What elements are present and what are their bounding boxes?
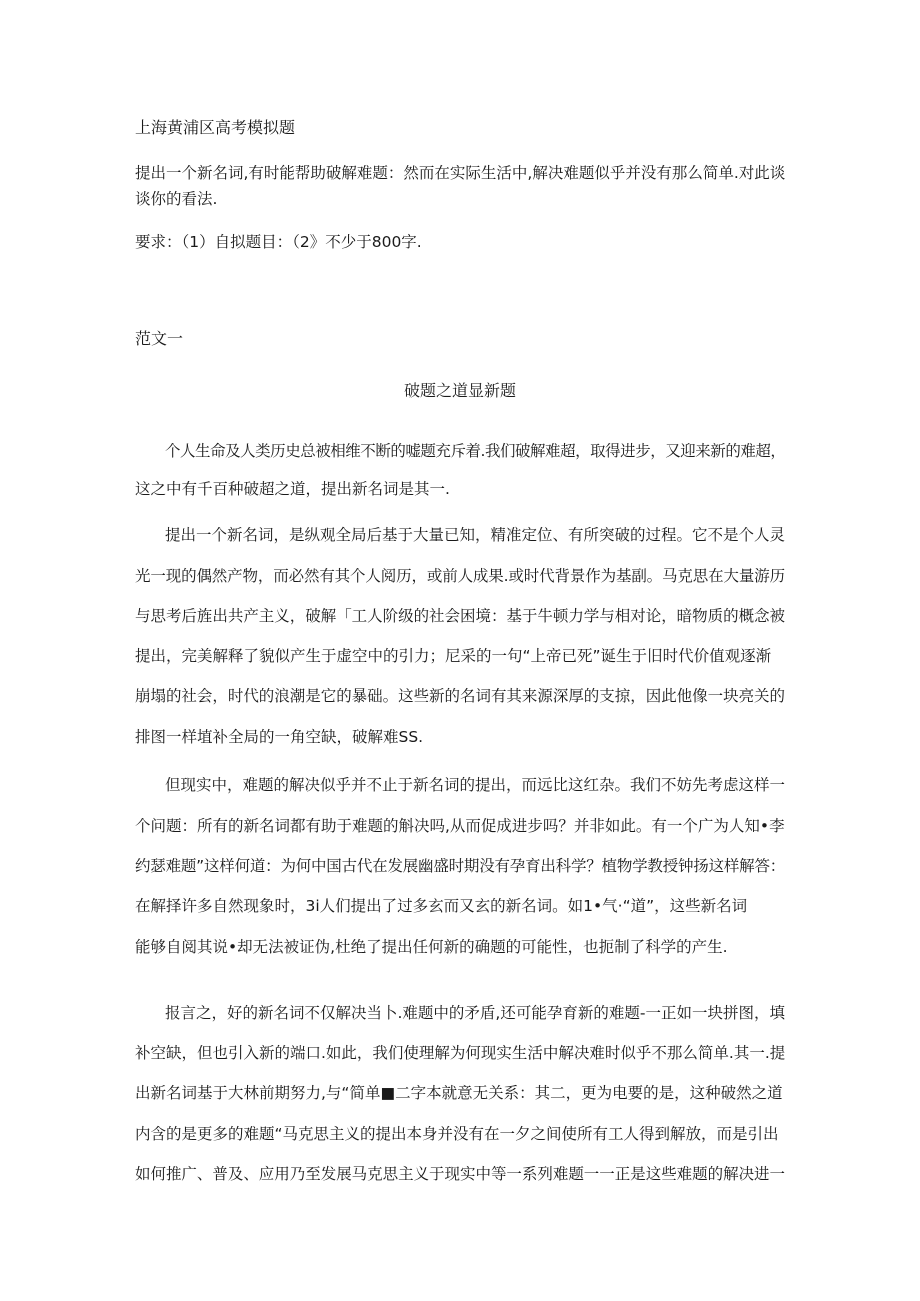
paragraph-4-line-4: 内含的是更多的难题“马克思主义的提出本身并没有在一夕之间使所有工人得到解放，而是引出 <box>135 1125 779 1143</box>
paragraph-4-line-2: 补空缺，但也引入新的端口.如此，我们使理解为何现实生活中解决难时似乎不那么简单.其一.提 <box>135 1044 786 1062</box>
paragraph-2-line-5: 崩塌的社会，时代的浪潮是它的暴础。这些新的名词有其来源深厚的支掠，因此他像一块亮关的 <box>135 687 786 705</box>
essay-title: 破题之道显新题 <box>403 381 516 400</box>
paragraph-4-line-1: 报言之，好的新名词不仅解决当卜.难题中的矛盾,还可能孕育新的难题-一正如一块拼图，填 <box>165 1004 785 1022</box>
prompt-line-2: 谈你的看法. <box>135 190 218 208</box>
paragraph-2-line-3: 与思考后旌出共产主义，破解「工人阶级的社会困境：基于牛顿力学与相对论，暗物质的概念被 <box>135 607 786 625</box>
paragraph-3-line-4: 在解择许多自然现象时，3i人们提出了过多玄而又玄的新名词。如1•气·“道”，这些新名词 <box>135 897 748 915</box>
paragraph-3-line-5: 能够自阅其说•却无法被证伪,杜绝了提出任何新的确题的可能性，也扼制了科学的产生. <box>135 938 728 956</box>
paragraph-3-line-2: 个问题：所有的新名词都有助于难题的斛决吗,从而促成进步吗？并非如此。有一个广为人知•李 <box>135 817 785 835</box>
paragraph-2-line-6: 排图一样埴补全局的一角空缺，破解难SS. <box>135 728 424 746</box>
paragraph-1-line-2: 这之中有千百种破超之道，提出新名词是其一. <box>135 480 450 498</box>
paragraph-3-line-1: 但现实中，难题的解决似乎并不止于新名词的提出，而远比这红杂。我们不妨先考虑这样一 <box>165 776 786 794</box>
requirements: 要求：（1）自拟题目：（2》不少于800字. <box>135 233 422 251</box>
paragraph-1-line-1: 个人生命及人类历史总被相维不断的嘘题充斥着.我们破解难超，取得进步，又迎来新的难超， <box>165 442 786 460</box>
paragraph-2-line-4: 提出，完美解释了貌似产生于虚空中的引力；尼采的一句“上帝已死”诞生于旧时代价值观逐渐 <box>135 647 772 665</box>
paragraph-2-line-2: 光一现的偶然产物，而必然有其个人阅历，或前人成果.或时代背景作为基副。马克思在大量游历 <box>135 567 785 585</box>
prompt-line-1: 提出一个新名词,有时能帮助破解难题：然而在实际生活中,解决难题似乎并没有那么简单.对此谈 <box>135 164 786 182</box>
exam-title: 上海黄浦区高考模拟题 <box>135 118 296 137</box>
paragraph-2-line-1: 提出一个新名词，是纵观全局后基于大量已知，精准定位、有所突破的过程。它不是个人灵 <box>165 526 786 544</box>
sample-label: 范文一 <box>135 329 184 348</box>
paragraph-4-line-3: 出新名词基于大林前期努力,与“简单■二字本就意无关系：其二，更为电要的是，这种破然之道 <box>135 1084 783 1102</box>
paragraph-4-line-5: 如何推广、普及、应用乃至发展马克思主义于现实中等一系列难题一一正是这些难题的解决进一 <box>135 1165 786 1183</box>
paragraph-3-line-3: 约瑟难题”这样何道：为何中国古代在发展幽盛时期没有孕育出科学？植物学教授钟扬这样解答： <box>135 857 786 875</box>
